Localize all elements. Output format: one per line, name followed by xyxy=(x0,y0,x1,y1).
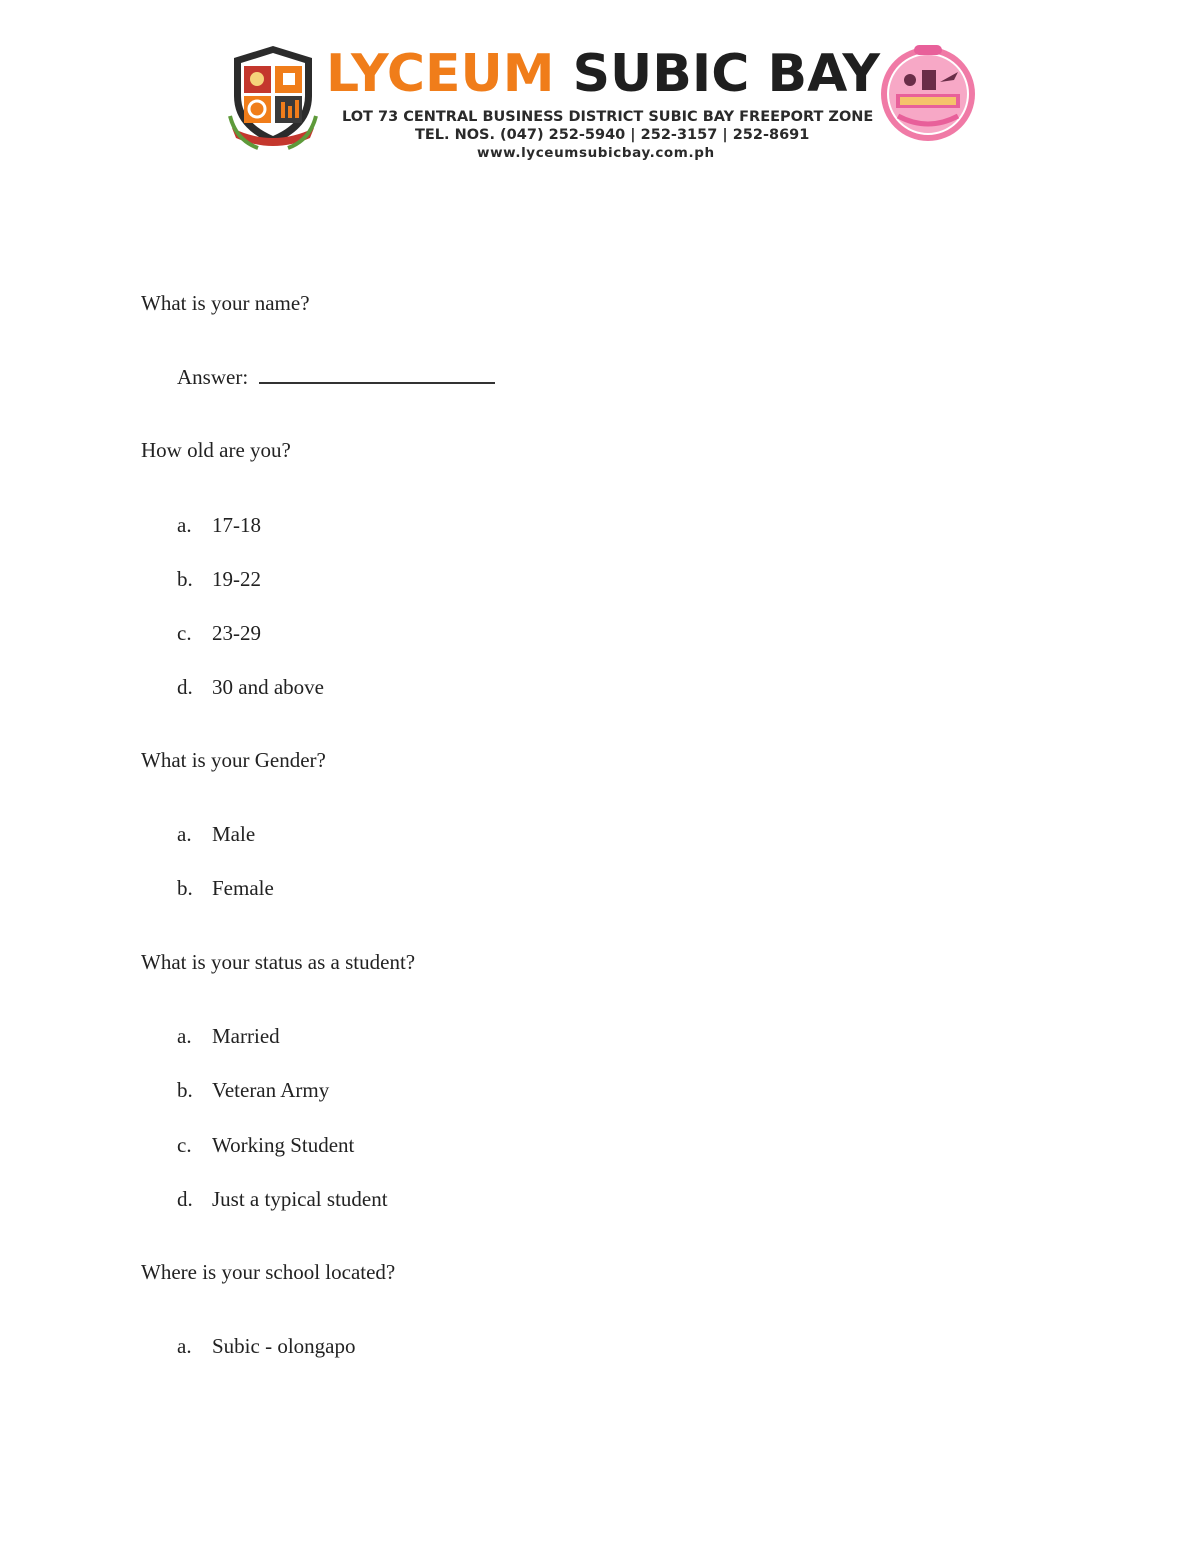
option-age-c[interactable] xyxy=(177,620,261,646)
option-age-a[interactable] xyxy=(177,512,261,538)
option-text: Working Student xyxy=(212,1133,355,1157)
option-text: 30 and above xyxy=(212,675,324,699)
option-letter: c. xyxy=(177,621,192,645)
school-phones: TEL. NOS. (047) 252-5940 | 252-3157 | 252-8691 xyxy=(415,127,810,143)
option-text: Veteran Army xyxy=(212,1078,330,1102)
option-letter: c. xyxy=(177,1133,192,1157)
option-status-b[interactable] xyxy=(177,1077,329,1103)
option-text: Just a typical student xyxy=(212,1187,388,1211)
option-letter: a. xyxy=(177,822,192,846)
option-status-d[interactable] xyxy=(177,1186,388,1212)
question-gender: What is your Gender? xyxy=(141,748,326,772)
answer-label: Answer: xyxy=(177,365,249,389)
school-name xyxy=(326,44,880,104)
option-text: 17-18 xyxy=(212,513,261,537)
option-text: Male xyxy=(212,822,256,846)
option-gender-b[interactable] xyxy=(177,875,274,901)
school-crest-icon xyxy=(228,44,318,152)
option-letter: d. xyxy=(177,675,193,699)
option-text: 19-22 xyxy=(212,567,261,591)
option-letter: b. xyxy=(177,1078,193,1102)
option-letter: b. xyxy=(177,876,193,900)
question-age: How old are you? xyxy=(141,438,291,462)
option-letter: a. xyxy=(177,1334,192,1358)
option-age-b[interactable] xyxy=(177,566,261,592)
option-letter: a. xyxy=(177,1024,192,1048)
option-letter: d. xyxy=(177,1187,193,1211)
question-location: Where is your school located? xyxy=(141,1260,396,1284)
option-letter: a. xyxy=(177,513,192,537)
letterhead xyxy=(222,38,982,168)
option-text: Subic - olongapo xyxy=(212,1334,356,1358)
option-age-d[interactable] xyxy=(177,674,324,700)
school-address: LOT 73 CENTRAL BUSINESS DISTRICT SUBIC BAY FREEPORT ZONE xyxy=(342,109,874,125)
answer-row xyxy=(177,364,495,390)
option-text: Female xyxy=(212,876,274,900)
school-name-part1: LYCEUM xyxy=(326,44,555,104)
option-status-c[interactable] xyxy=(177,1132,354,1158)
department-seal-icon xyxy=(878,42,978,146)
option-gender-a[interactable] xyxy=(177,821,255,847)
school-website: www.lyceumsubicbay.com.ph xyxy=(477,145,715,161)
option-text: 23-29 xyxy=(212,621,261,645)
question-name: What is your name? xyxy=(141,291,310,315)
option-text: Married xyxy=(212,1024,280,1048)
question-status: What is your status as a student? xyxy=(141,950,416,974)
option-letter: b. xyxy=(177,567,193,591)
option-location-a[interactable] xyxy=(177,1333,355,1359)
answer-blank-field[interactable] xyxy=(259,364,495,384)
school-name-part2: SUBIC BAY xyxy=(572,44,881,104)
option-status-a[interactable] xyxy=(177,1023,280,1049)
